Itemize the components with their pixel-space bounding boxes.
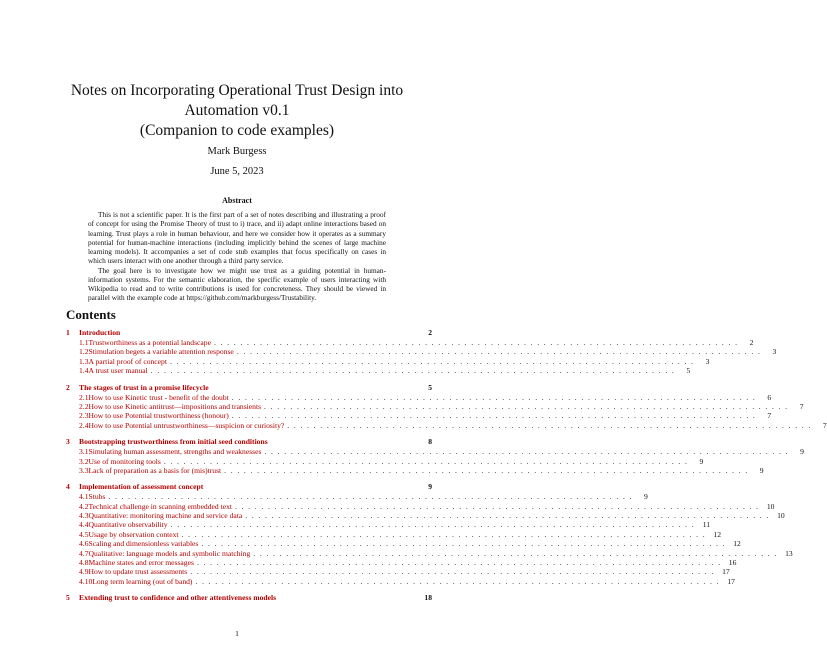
- toc-page-number: 10: [777, 511, 785, 521]
- toc-entry-number: 3.3: [79, 465, 89, 475]
- toc-section-number: 1: [66, 328, 70, 337]
- toc-entry-title: Stubs: [88, 492, 106, 502]
- dot-leader: . . . . . . . . . . . . . . . . . . . . . . . . . . . . . . . . . . . . . . . . . . . . . . . . . . . . . . . . . . . . . . . . . . . . . . . . . . . . . . . .: [264, 447, 789, 457]
- toc-page-number: 9: [800, 447, 804, 457]
- toc-entry-link[interactable]: [66, 567, 730, 577]
- toc-entry-link[interactable]: [66, 401, 804, 411]
- toc-section-link[interactable]: [66, 327, 432, 338]
- abstract-paragraph: This is not a scientific paper. It is the first part of a set of notes describing and illustrating a proof of concept for using the Promise Theory of trust to i) trace, and ii) adapt online interactions based on learning. Trust plays a role in human behaviour, and here we consider how it operates as a summary potential for human-machine interactions (including implicitly behind the scenes of large machine learning models). It accompanies a set of code stub examples that focus specifically on cases in which users interact with one another through a third party service.: [88, 210, 386, 266]
- toc-entry-title: A partial proof of concept: [88, 356, 167, 366]
- dot-leader: . . . . . . . . . . . . . . . . . . . . . . . . . . . . . . . . . . . . . . . . . . . . . . . . . . . . . . . . . . . . . . . . . . . . . . . . . . . . . . . .: [287, 420, 812, 430]
- toc-entry-title: Simulating human assessment, strengths and weaknesses: [88, 447, 262, 457]
- toc-page-number: 9: [428, 482, 432, 492]
- toc-page-number: 5: [686, 366, 691, 376]
- toc-entry-number: 3.2: [79, 456, 89, 466]
- toc-entry-link[interactable]: [66, 366, 691, 376]
- toc-page-number: 17: [722, 567, 730, 577]
- dot-leader: . . . . . . . . . . . . . . . . . . . . . . . . . . . . . . . . . . . . . . . . . . . . . . . . . . . . . . . . . . . . . . . . . . . . . . . . . . . . . . . .: [196, 558, 722, 568]
- title-line-1: Notes on Incorporating Operational Trust Design into: [70, 82, 404, 99]
- toc-entry-link[interactable]: [66, 456, 704, 466]
- dot-leader: . . . . . . . . . . . . . . . . . . . . . . . . . . . . . . . . . . . . . . . . . . . . . . . . . . . . . . . . . . . . . . . . . . . . . . . . . . . . . . . .: [236, 347, 762, 357]
- dot-leader: . . . . . . . . . . . . . . . . . . . . . . . . . . . . . . . . . . . . . . . . . . . . . . . . . . . . . . . . . . . . . . . . . . . . . . . . . . . . . . . .: [190, 567, 715, 577]
- contents-heading: Contents: [66, 307, 116, 322]
- toc-entry-link[interactable]: [66, 539, 741, 549]
- toc-entry-title: Lack of preparation as a basis for (mis)trust: [88, 465, 222, 475]
- toc-page-number: 16: [728, 558, 737, 568]
- toc-page-number: 11: [702, 520, 711, 530]
- toc-entry-number: 4.8: [79, 558, 89, 568]
- toc-section-number: 3: [66, 437, 70, 447]
- subtitle: (Companion to code examples): [139, 122, 335, 139]
- dot-leader: . . . . . . . . . . . . . . . . . . . . . . . . . . . . . . . . . . . . . . . . . . . . . . . . . . . . . . . . . . . . . . . . . . . . . . . . . . . . . . . .: [264, 401, 789, 411]
- toc-entry-title: Trustworthiness as a potential landscape: [88, 338, 211, 347]
- dot-leader: . . . . . . . . . . . . . . . . . . . . . . . . . . . . . . . . . . . . . . . . . . . . . . . . . . . . . . . . . . . . . . . . . . . . . . . . . . . . . . . .: [170, 520, 696, 530]
- date: June 5, 2023: [210, 166, 264, 177]
- toc-section-number: 4: [66, 482, 70, 492]
- toc-entry-number: 4.6: [79, 539, 89, 549]
- toc-entry-link[interactable]: [66, 548, 793, 558]
- dot-leader: . . . . . . . . . . . . . . . . . . . . . . . . . . . . . . . . . . . . . . . . . . . . . . . . . . . . . . . . . . . . . . . . . . . . . . . . . . . . . . . .: [181, 529, 706, 539]
- toc-section-title: The stages of trust in a promise lifecycle: [79, 382, 209, 392]
- toc-page-number: 7: [767, 411, 772, 421]
- toc-page-number: 7: [799, 401, 804, 411]
- dot-leader: . . . . . . . . . . . . . . . . . . . . . . . . . . . . . . . . . . . . . . . . . . . . . . . . . . . . . . . . . . . . . . . . . . . . . . . . . . . . . . . .: [213, 338, 739, 347]
- toc-entry-title: How to update trust assessments: [88, 567, 188, 577]
- toc-page-number: 2: [428, 328, 432, 337]
- toc-entry-number: 1.3: [79, 356, 89, 366]
- toc-entry-link[interactable]: [66, 420, 827, 430]
- toc-entry-link[interactable]: [66, 465, 764, 475]
- toc-entry-link[interactable]: [66, 411, 772, 421]
- toc-section-title: Implementation of assessment concept: [79, 482, 204, 492]
- toc-section: [66, 327, 777, 376]
- toc-section-title: Bootstrapping trustworthiness from initial seed conditions: [79, 437, 268, 447]
- toc-entry-link[interactable]: [66, 576, 735, 586]
- toc-entry-link[interactable]: [66, 356, 710, 366]
- page-number: 1: [235, 629, 239, 638]
- toc-entry-number: 2.1: [79, 392, 89, 402]
- toc-entry-title: Machine states and error messages: [88, 558, 194, 568]
- toc-entry-link[interactable]: [66, 558, 737, 568]
- toc-section: [66, 481, 793, 586]
- toc-entry-number: 1.1: [79, 338, 89, 347]
- toc-page-number: 2: [749, 338, 754, 347]
- toc-section-link[interactable]: [66, 592, 432, 603]
- paper-title: [0, 81, 474, 141]
- toc-entry-number: 4.3: [79, 511, 89, 521]
- dot-leader: . . . . . . . . . . . . . . . . . . . . . . . . . . . . . . . . . . . . . . . . . . . . . . . . . . . . . . . . . . . . . . . . . . . . . . . . . . . . . . . .: [169, 356, 695, 366]
- toc-entry-link[interactable]: [66, 520, 711, 530]
- toc-entry-number: 3.1: [79, 447, 89, 457]
- toc-page-number: 17: [727, 576, 735, 586]
- toc-entry-link[interactable]: [66, 529, 721, 539]
- dot-leader: . . . . . . . . . . . . . . . . . . . . . . . . . . . . . . . . . . . . . . . . . . . . . . . . . . . . . . . . . . . . . . . . . . . . . . . . . . . . . . . .: [195, 576, 720, 586]
- dot-leader: . . . . . . . . . . . . . . . . . . . . . . . . . . . . . . . . . . . . . . . . . . . . . . . . . . . . . . . . . . . . . . . . . . . . . . . . . . . . . . . .: [253, 548, 778, 558]
- toc-entry-link[interactable]: [66, 492, 648, 502]
- toc-entry-number: 4.9: [79, 567, 89, 577]
- dot-leader: . . . . . . . . . . . . . . . . . . . . . . . . . . . . . . . . . . . . . . . . . . . . . . . . . . . . . . . . . . . . . . . . . . . . . . . . . . . . . . . .: [201, 539, 726, 549]
- toc-entry-link[interactable]: [66, 447, 804, 457]
- abstract-body: [88, 210, 386, 303]
- toc-section-title: Introduction: [79, 328, 121, 337]
- author: Mark Burgess: [207, 146, 267, 157]
- toc-page-number: 5: [428, 382, 432, 392]
- toc-page-number: 12: [713, 529, 721, 539]
- toc-entry-title: Scaling and dimensionless variables: [88, 539, 199, 549]
- toc-entry-number: 4.4: [79, 520, 89, 530]
- toc-entry-number: 2.4: [79, 420, 89, 430]
- abstract-heading: Abstract: [222, 196, 252, 205]
- dot-leader: . . . . . . . . . . . . . . . . . . . . . . . . . . . . . . . . . . . . . . . . . . . . . . . . . . . . . . . . . . . . . . . . . . . . . . . . . . . . . . . .: [224, 465, 749, 475]
- dot-leader: . . . . . . . . . . . . . . . . . . . . . . . . . . . . . . . . . . . . . . . . . . . . . . . . . . . . . . . . . . . . . . . . . . . . . . . . . . . . . . . .: [163, 456, 689, 466]
- toc-section-link[interactable]: [66, 382, 432, 393]
- toc-section: [66, 382, 827, 431]
- toc-entry-title: A trust user manual: [88, 366, 148, 376]
- dot-leader: . . . . . . . . . . . . . . . . . . . . . . . . . . . . . . . . . . . . . . . . . . . . . . . . . . . . . . . . . . . . . . . . . . . . . . . . . . . . . . . .: [234, 501, 760, 511]
- toc-section-number: 2: [66, 382, 70, 392]
- toc-entry-link[interactable]: [66, 347, 777, 357]
- toc-entry-number: 4.2: [79, 501, 89, 511]
- toc-page-number: 6: [767, 392, 772, 402]
- toc-entry-title: Usage by observation context: [88, 529, 179, 539]
- toc-page-number: 13: [785, 548, 793, 558]
- toc-entry-title: Qualitative: language models and symbolic matching: [88, 548, 251, 558]
- toc-entry-title: Technical challenge in scanning embedded text: [88, 501, 232, 511]
- toc-entry-number: 1.2: [79, 347, 89, 357]
- toc-entry-title: Stimulation begets a variable attention response: [88, 347, 234, 357]
- toc-section-link[interactable]: [66, 436, 432, 447]
- toc-entry-title: How to use Potential trustworthiness (honour): [88, 411, 229, 421]
- toc-page-number: 18: [424, 593, 432, 603]
- toc-entry-number: 4.5: [79, 529, 89, 539]
- toc-entry-link[interactable]: [66, 511, 785, 521]
- toc-entry-link[interactable]: [66, 501, 775, 511]
- dot-leader: . . . . . . . . . . . . . . . . . . . . . . . . . . . . . . . . . . . . . . . . . . . . . . . . . . . . . . . . . . . . . . . . . . . . . . . . . . . . . . . .: [150, 366, 676, 376]
- toc-page-number: 7: [822, 420, 827, 430]
- toc-entry-title: How to use Potential untrustworthiness—suspicion or curiosity?: [88, 420, 285, 430]
- toc-entry-link[interactable]: [66, 338, 754, 347]
- dot-leader: . . . . . . . . . . . . . . . . . . . . . . . . . . . . . . . . . . . . . . . . . . . . . . . . . . . . . . . . . . . . . . . . . . . . . . . . . . . . . . . .: [245, 511, 770, 521]
- toc-entry-title: How to use Kinetic trust - benefit of the doubt: [88, 392, 229, 402]
- toc-section-number: 5: [66, 593, 70, 603]
- toc-page-number: 9: [759, 465, 764, 475]
- toc-page-number: 12: [733, 539, 741, 549]
- toc-page-number: 3: [705, 356, 710, 366]
- toc-entry-number: 2.2: [79, 401, 89, 411]
- toc-entry-title: Quantitative: monitoring machine and service data: [88, 511, 243, 521]
- toc-page-number: 10: [766, 501, 775, 511]
- toc-page-number: 3: [772, 347, 777, 357]
- toc-entry-number: 4.1: [79, 492, 89, 502]
- toc-entry-title: Use of monitoring tools: [88, 456, 161, 466]
- toc-entry-title: Long term learning (out of band): [92, 576, 193, 586]
- table-of-contents: [66, 327, 827, 603]
- toc-entry-number: 4.10: [79, 576, 93, 586]
- toc-entry-title: How to use Kinetic antitrust—impositions and transients: [88, 401, 262, 411]
- toc-entry-number: 1.4: [79, 366, 89, 376]
- toc-page-number: 9: [699, 456, 704, 466]
- toc-section-link[interactable]: [66, 481, 432, 492]
- dot-leader: . . . . . . . . . . . . . . . . . . . . . . . . . . . . . . . . . . . . . . . . . . . . . . . . . . . . . . . . . . . . . . . . . . . . . . . . . . . . . . . .: [231, 411, 757, 421]
- toc-section: [66, 436, 804, 475]
- title-line-2: Automation v0.1: [184, 102, 290, 119]
- toc-entry-number: 2.3: [79, 411, 89, 421]
- abstract-paragraph: The goal here is to investigate how we might use trust as a guiding potential in human-information systems. For the semantic elaboration, the specific example of users interacting with Wikipedia to read and to write contributions is used for concreteness. They should be viewed in parallel with the example code at https://github.com/markburgess/Trustability.: [88, 265, 386, 303]
- toc-entry-link[interactable]: [66, 392, 772, 402]
- toc-page-number: 9: [644, 492, 648, 502]
- toc-page-number: 8: [428, 437, 432, 447]
- toc-section: [66, 592, 432, 603]
- toc-section-title: Extending trust to confidence and other attentiveness models: [79, 593, 277, 603]
- dot-leader: . . . . . . . . . . . . . . . . . . . . . . . . . . . . . . . . . . . . . . . . . . . . . . . . . . . . . . . . . . . . . . . . . . . . . . . . . . . . . . . .: [108, 492, 633, 502]
- dot-leader: . . . . . . . . . . . . . . . . . . . . . . . . . . . . . . . . . . . . . . . . . . . . . . . . . . . . . . . . . . . . . . . . . . . . . . . . . . . . . . . .: [231, 392, 757, 402]
- toc-entry-number: 4.7: [79, 548, 89, 558]
- toc-entry-title: Quantitative observability: [88, 520, 168, 530]
